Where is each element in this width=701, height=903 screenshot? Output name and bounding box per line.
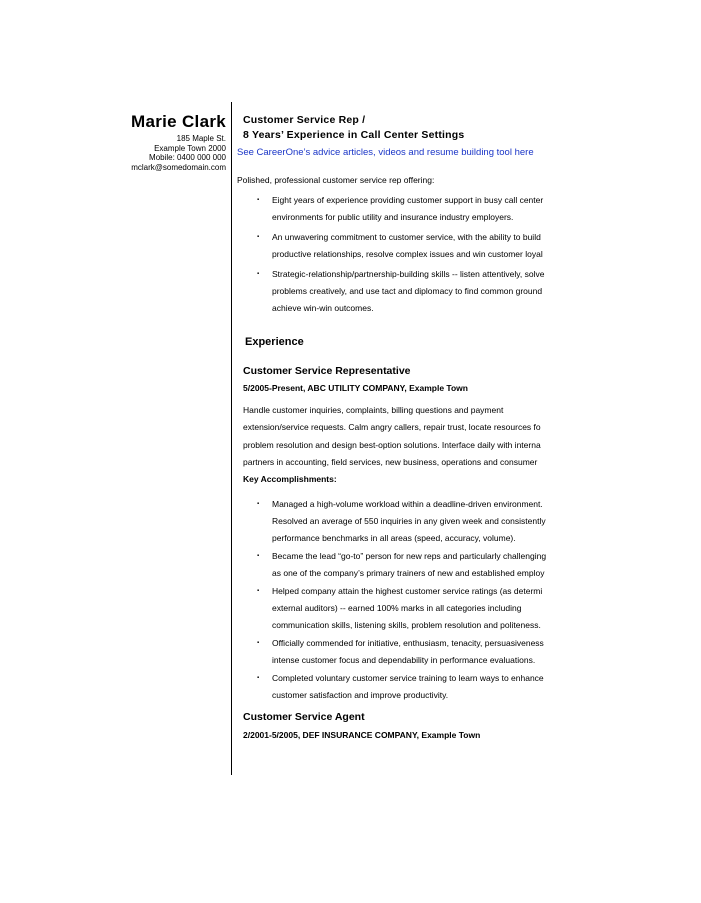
- bullet-icon: ▪: [257, 639, 260, 646]
- bullet-text: customer satisfaction and improve productivity.: [272, 689, 449, 700]
- bullet-icon: ▪: [257, 197, 260, 203]
- job2-dates: 2/2001-5/2005, DEF INSURANCE COMPANY, Example Town: [243, 729, 481, 740]
- contact-email: mclark@somedomain.com: [131, 162, 226, 172]
- list-item: [237, 635, 572, 669]
- description-line: Handle customer inquiries, complaints, billing questions and payment: [243, 405, 504, 415]
- bullet-text: Strategic-relationship/partnership-building skills -- listen attentively, solve: [272, 269, 545, 279]
- description-line: partners in accounting, field services, new business, operations and consumer: [243, 457, 538, 468]
- bullet-text: productive relationships, resolve complex issues and win customer loyal: [272, 249, 543, 259]
- bullet-icon: ▪: [257, 674, 260, 681]
- bullet-text: Eight years of experience providing customer support in busy call center: [272, 195, 544, 205]
- job1-title: Customer Service Representative: [243, 365, 411, 377]
- bullet-text: Resolved an average of 550 inquiries in any given week and consistently: [272, 515, 546, 526]
- job1-description: [237, 402, 572, 472]
- bullet-icon: ▪: [257, 552, 260, 559]
- resume-main: [237, 113, 572, 783]
- bullet-text: intense customer focus and dependability in performance evaluations.: [272, 654, 536, 665]
- list-item: [237, 192, 572, 226]
- key-accomplishments-label: Key Accomplishments:: [243, 473, 337, 484]
- bullet-text: Completed voluntary customer service training to learn ways to enhance: [272, 672, 544, 683]
- bullet-icon: ▪: [257, 587, 260, 594]
- list-item: [237, 548, 572, 582]
- bullet-text: Became the lead “go-to” person for new reps and particularly challenging: [272, 550, 547, 561]
- list-item: [237, 496, 572, 547]
- careerone-link[interactable]: See CareerOne’s advice articles, videos and resume building tool here: [237, 147, 534, 158]
- bullet-text: problems creatively, and use tact and diplomacy to find common ground: [272, 286, 543, 296]
- headline-line2: 8 Years’ Experience in Call Center Settings: [243, 129, 465, 141]
- bullet-text: Officially commended for initiative, enthusiasm, tenacity, persuasiveness: [272, 637, 544, 648]
- bullet-text: environments for public utility and insurance industry employers.: [272, 212, 514, 222]
- description-line: problem resolution and design best-option solutions. Interface daily with interna: [243, 439, 541, 450]
- bullet-icon: ▪: [257, 234, 260, 240]
- bullet-icon: ▪: [257, 500, 260, 507]
- bullet-text: performance benchmarks in all areas (speed, accuracy, volume).: [272, 532, 516, 543]
- contact-block: [118, 112, 226, 172]
- candidate-name: Marie Clark: [131, 112, 226, 131]
- bullet-text: as one of the company’s primary trainers of new and established employ: [272, 567, 545, 578]
- description-line: extension/service requests. Calm angry callers, repair trust, locate resources fo: [243, 422, 541, 433]
- accomplishments-list: [237, 496, 572, 704]
- experience-heading: Experience: [245, 336, 304, 348]
- bullet-text: external auditors) -- earned 100% marks in all categories including: [272, 602, 522, 613]
- list-item: [237, 229, 572, 263]
- contact-address: 185 Maple St.: [176, 134, 226, 143]
- bullet-text: achieve win-win outcomes.: [272, 303, 374, 313]
- summary-list: [237, 192, 572, 317]
- vertical-divider: [231, 102, 232, 775]
- bullet-text: Helped company attain the highest customer service ratings (as determi: [272, 585, 543, 596]
- bullet-text: communication skills, listening skills, problem resolution and politeness.: [272, 619, 541, 630]
- contact-town: Example Town 2000: [154, 143, 226, 153]
- list-item: [237, 670, 572, 704]
- bullet-text: An unwavering commitment to customer service, with the ability to build: [272, 232, 541, 242]
- bullet-text: Managed a high-volume workload within a deadline-driven environment.: [272, 498, 543, 509]
- contact-mobile: Mobile: 0400 000 000: [149, 153, 226, 162]
- list-item: [237, 583, 572, 634]
- headline-line1: Customer Service Rep /: [243, 114, 366, 126]
- job1-dates: 5/2005-Present, ABC UTILITY COMPANY, Example Town: [243, 383, 468, 393]
- summary-intro: Polished, professional customer service rep offering:: [237, 175, 435, 185]
- job2-title: Customer Service Agent: [243, 710, 365, 723]
- bullet-icon: ▪: [257, 271, 260, 277]
- list-item: [237, 266, 572, 317]
